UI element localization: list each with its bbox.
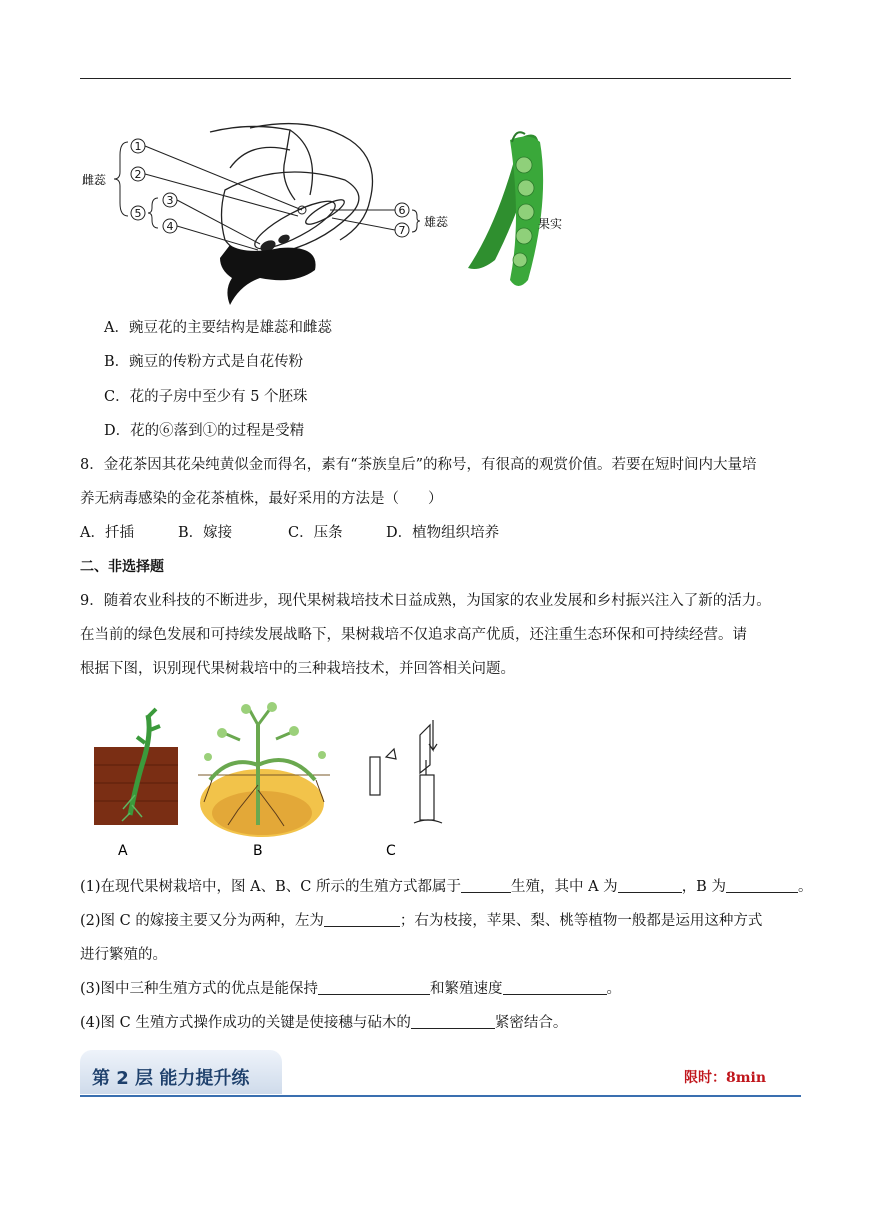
q8-option-a: A．扦插: [80, 525, 134, 541]
q9-sub1-part-b: 生殖，其中 A 为: [510, 879, 618, 895]
q9-line2: 在当前的绿色发展和可持续发展战略下，果树栽培不仅追求高产优质，还注重生态环保和可持续经营。请: [80, 627, 747, 643]
cutting-image: [94, 709, 178, 825]
q9-sub4: [80, 1013, 567, 1033]
q9-sub3-part-c: 。: [606, 981, 622, 997]
fig-label-c: C: [386, 843, 396, 859]
marker-5: 5: [134, 207, 142, 220]
marker-1: 1: [134, 140, 142, 153]
header-rule: [80, 78, 791, 79]
q9-sub2: [80, 911, 762, 931]
blank-graft-key[interactable]: [411, 1014, 495, 1029]
q9-sub1-part-a: (1)在现代果树栽培中，图 A、B、C 所示的生殖方式都属于: [80, 879, 461, 895]
q9-sub3-part-a: (3)图中三种生殖方式的优点是能保持: [80, 981, 319, 997]
blank-a-method[interactable]: [618, 878, 682, 893]
section-heading: 二、非选择题: [80, 559, 164, 575]
calyx: [220, 245, 316, 305]
pistil-brace: [114, 142, 128, 216]
layering-image: [198, 702, 330, 837]
q9-sub1: [80, 877, 812, 897]
q7-option-a: A．豌豆花的主要结构是雄蕊和雌蕊: [104, 320, 332, 336]
q7-option-d: D．花的⑥落到①的过程是受精: [104, 423, 305, 439]
q8-option-d: D．植物组织培养: [386, 525, 500, 541]
marker-6: 6: [398, 204, 406, 217]
label-stamen: 雄蕊: [424, 215, 449, 229]
q9-sub1-part-c: ，B 为: [681, 879, 726, 895]
q9-sub3-part-b: 和繁殖速度: [430, 981, 503, 997]
q9-sub2-part-b: ；右为枝接，苹果、梨、桃等植物一般都是运用这种方式: [399, 913, 763, 929]
label-pistil: 雌蕊: [82, 173, 107, 187]
q8-line1: 8．金花茶因其花朵纯黄似金而得名，素有“茶族皇后”的称号，有很高的观赏价值。若要在短时间内大量培: [80, 457, 757, 473]
marker-2: 2: [134, 168, 142, 181]
time-limit: 限时：8min: [684, 1070, 767, 1086]
q8-option-c: C．压条: [288, 525, 343, 541]
marker-7: 7: [398, 224, 406, 237]
q9-line3: 根据下图，识别现代果树栽培中的三种栽培技术，并回答相关问题。: [80, 661, 515, 677]
label-fruit: 果实: [538, 217, 563, 231]
propagation-figure: [90, 695, 470, 865]
blank-advantage[interactable]: [318, 980, 430, 995]
section-underline: [80, 1095, 801, 1097]
marker-4: 4: [166, 220, 174, 233]
q9-sub2-line2: 进行繁殖的。: [80, 947, 167, 963]
blank-speed[interactable]: [503, 980, 607, 995]
q7-option-b: B．豌豆的传粉方式是自花传粉: [104, 354, 304, 370]
blank-reproduction-type[interactable]: [461, 878, 511, 893]
pea-pod-image: [468, 132, 543, 286]
fig-label-b: B: [253, 843, 263, 859]
q9-sub4-part-b: 紧密结合。: [494, 1015, 568, 1031]
q9-sub4-part-a: (4)图 C 生殖方式操作成功的关键是使接穗与砧木的: [80, 1015, 411, 1031]
fig-label-a: A: [118, 843, 128, 859]
blank-b-method[interactable]: [726, 878, 798, 893]
pea-flower-figure: [80, 120, 600, 310]
marker-3: 3: [166, 194, 174, 207]
q9-sub2-part-a: (2)图 C 的嫁接主要又分为两种，左为: [80, 913, 324, 929]
q9-sub3: [80, 979, 621, 999]
q9-line1: 9．随着农业科技的不断进步，现代果树栽培技术日益成熟，为国家的农业发展和乡村振兴注入了新的活力。: [80, 593, 771, 609]
blank-graft-type[interactable]: [324, 912, 400, 927]
q9-sub1-part-d: 。: [797, 879, 813, 895]
q8-line2: 养无病毒感染的金花茶植株，最好采用的方法是（ ）: [80, 491, 443, 507]
grafting-image: [370, 720, 442, 823]
ovary-brace: [148, 198, 158, 228]
q8-option-b: B．嫁接: [178, 525, 233, 541]
q7-option-c: C．花的子房中至少有 5 个胚珠: [104, 389, 308, 405]
section-title: 第 2 层 能力提升练: [92, 1068, 250, 1089]
